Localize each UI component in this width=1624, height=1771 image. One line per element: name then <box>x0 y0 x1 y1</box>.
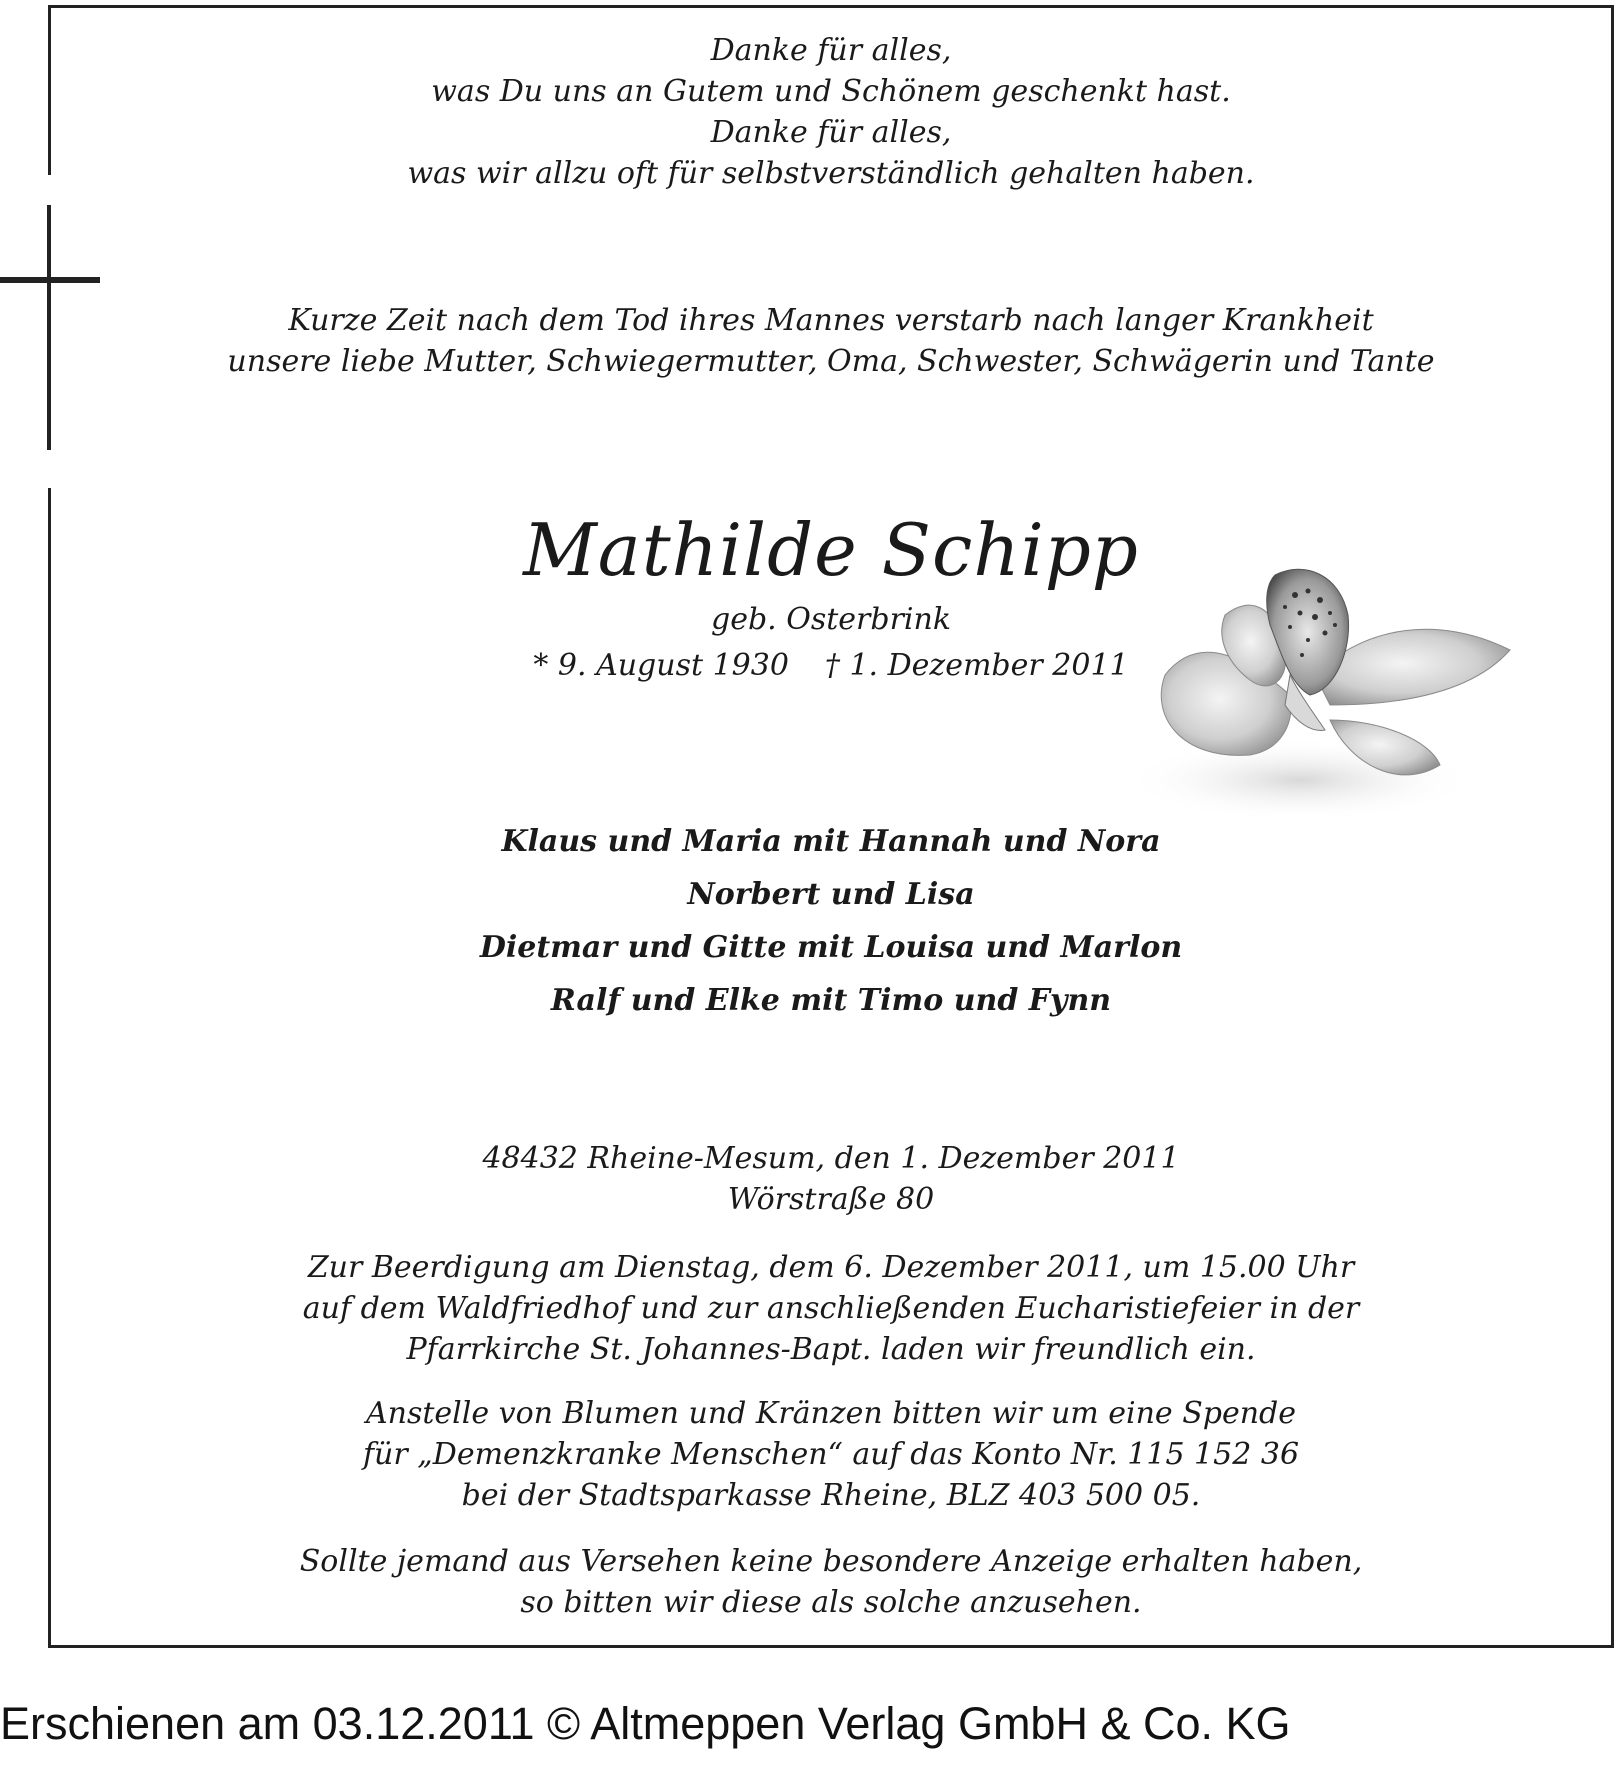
funeral-line: Zur Beerdigung am Dienstag, dem 6. Dezember 2011, um 15.00 Uhr <box>307 1250 1355 1285</box>
verse-line: was wir allzu oft für selbstverständlich gehalten haben. <box>407 156 1255 191</box>
mourner-family: Ralf und Elke mit Timo und Fynn <box>550 983 1112 1018</box>
intro-line: Kurze Zeit nach dem Tod ihres Mannes verstarb nach langer Krankheit <box>288 303 1374 338</box>
verse-line: was Du uns an Gutem und Schönem geschenkt hast. <box>431 74 1231 109</box>
birth-name: geb. Osterbrink <box>710 602 951 637</box>
birth-date: * 9. August 1930 <box>533 648 789 683</box>
donation-request <box>48 1393 1614 1516</box>
place-date-line: 48432 Rheine-Mesum, den 1. Dezember 2011 <box>482 1141 1180 1176</box>
funeral-information <box>48 1247 1614 1370</box>
opening-verse <box>48 30 1614 194</box>
publication-footer: Erschienen am 03.12.2011 © Altmeppen Verlag GmbH & Co. KG <box>0 1698 1291 1749</box>
verse-line: Danke für alles, <box>710 33 952 68</box>
funeral-line: auf dem Waldfriedhof und zur anschließenden Eucharistiefeier in der <box>302 1291 1360 1326</box>
closing-line: so bitten wir diese als solche anzusehen. <box>520 1585 1142 1620</box>
street-address-line: Wörstraße 80 <box>727 1182 935 1217</box>
mourner-family: Norbert und Lisa <box>687 877 975 912</box>
closing-note <box>48 1541 1614 1623</box>
donation-line: Anstelle von Blumen und Kränzen bitten wir um eine Spende <box>365 1396 1297 1431</box>
mourner-family: Dietmar und Gitte mit Louisa und Marlon <box>479 930 1183 965</box>
deceased-name: Mathilde Schipp <box>523 508 1139 592</box>
verse-line: Danke für alles, <box>710 115 952 150</box>
death-announcement-intro <box>48 300 1614 382</box>
death-date: † 1. Dezember 2011 <box>824 648 1129 683</box>
mourners-list <box>48 815 1614 1027</box>
closing-line: Sollte jemand aus Versehen keine besondere Anzeige erhalten haben, <box>299 1544 1363 1579</box>
intro-line: unsere liebe Mutter, Schwiegermutter, Oma, Schwester, Schwägerin und Tante <box>227 344 1435 379</box>
mourner-family: Klaus und Maria mit Hannah und Nora <box>501 824 1161 859</box>
donation-line: für „Demenzkranke Menschen“ auf das Konto Nr. 115 152 36 <box>362 1437 1300 1472</box>
place-and-address <box>48 1138 1614 1220</box>
funeral-line: Pfarrkirche St. Johannes-Bapt. laden wir freundlich ein. <box>406 1332 1256 1367</box>
orchid-flower-image <box>1140 555 1530 830</box>
donation-line: bei der Stadtsparkasse Rheine, BLZ 403 500 05. <box>461 1478 1201 1513</box>
